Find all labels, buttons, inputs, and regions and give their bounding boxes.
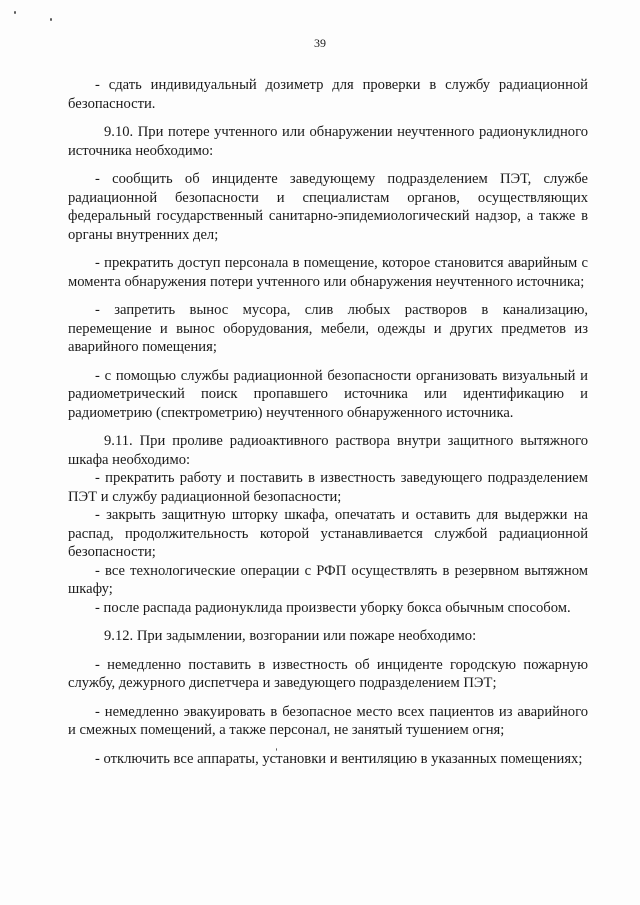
page-number: 39 bbox=[314, 36, 326, 50]
scan-speck bbox=[14, 11, 16, 14]
list-item-stop-work: - прекратить работу и поставить в известность заведующего подразделением ПЭТ и службу радиационной безопасности; bbox=[68, 470, 588, 505]
list-item-prohibit-removal: - запретить вынос мусора, слив любых растворов в канализацию, перемещение и вынос оборудования, мебели, одежды и других предметов из аварийного помещения; bbox=[68, 302, 588, 355]
list-item-stop-access: - прекратить доступ персонала в помещение, которое становится аварийным с момента обнаружения потери учтенного или обнаружения неучтенного источника; bbox=[68, 255, 588, 290]
list-item-close-shutter: - закрыть защитную шторку шкафа, опечатать и оставить для выдержки на распад, продолжительность которой устанавливается службой радиационной безопасности; bbox=[68, 507, 588, 560]
list-item-report-incident: - сообщить об инциденте заведующему подразделением ПЭТ, службе радиационной безопасности и специалистам органов, осуществляющих федеральный государственный санитарно-эпидемиологический надзор, а также в органы внутренних дел; bbox=[68, 171, 588, 243]
list-item-reserve-hood: - все технологические операции с РФП осуществлять в резервном вытяжном шкафу; bbox=[68, 562, 588, 597]
section-heading-9-11: 9.11. При проливе радиоактивного раствора внутри защитного вытяжного шкафа необходимо: bbox=[68, 433, 588, 468]
list-item-disconnect-equipment: - отключить все аппараты, установки и вентиляцию в указанных помещениях; bbox=[95, 750, 583, 767]
document-body bbox=[68, 76, 588, 778]
list-item-evacuate: - немедленно эвакуировать в безопасное место всех пациентов из аварийного и смежных помещений, а также персонал, не занятый тушением огня; bbox=[68, 703, 588, 738]
list-item-notify-fire-service: - немедленно поставить в известность об инциденте городскую пожарную службу, дежурного диспетчера и заведующего подразделением ПЭТ; bbox=[68, 656, 588, 691]
list-item-organize-search: - с помощью службы радиационной безопасности организовать визуальный и радиометрический поиск пропавшего источника или идентификацию и радиометрию (спектрометрию) неучтенного обнаруженного источника. bbox=[68, 367, 588, 421]
section-heading-9-10: 9.10. При потере учтенного или обнаружении неучтенного радионуклидного источника необходимо: bbox=[68, 124, 588, 159]
paragraph-dosimeter: - сдать индивидуальный дозиметр для проверки в службу радиационной безопасности. bbox=[68, 77, 588, 112]
scan-speck bbox=[50, 18, 52, 21]
list-item-clean-box: - после распада радионуклида произвести уборку бокса обычным способом. bbox=[95, 599, 571, 616]
section-heading-9-12: 9.12. При задымлении, возгорании или пожаре необходимо: bbox=[104, 628, 477, 644]
